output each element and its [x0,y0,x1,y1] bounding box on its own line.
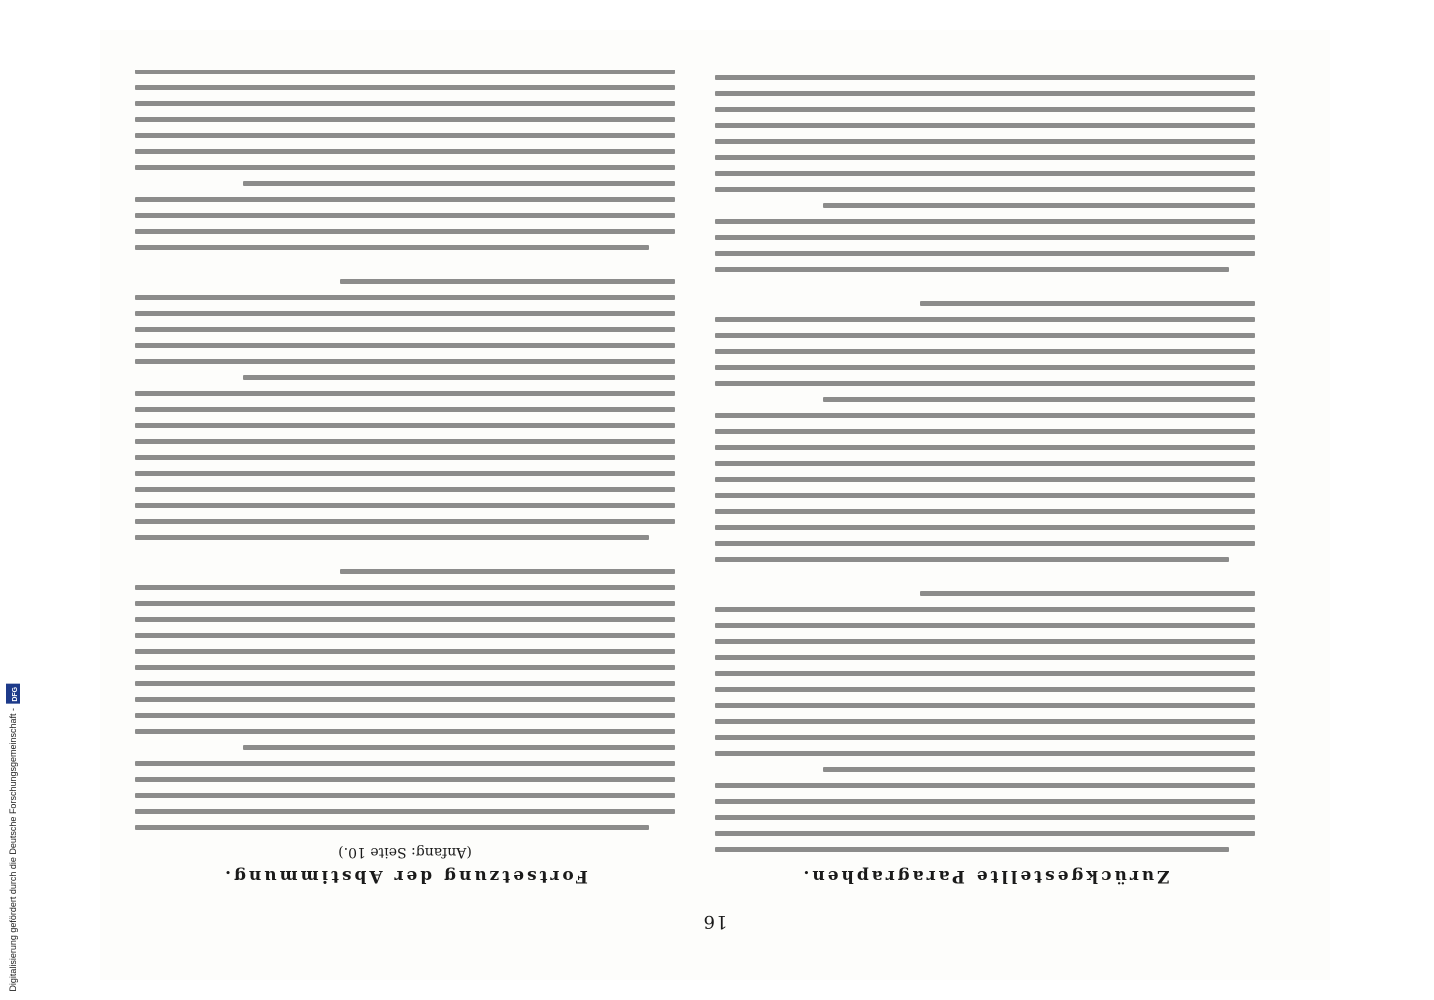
right-column-heading: Fortsetzung der Abstimmung. [222,866,588,886]
text-line [135,455,675,460]
text-line [715,831,1255,836]
text-line [135,681,675,686]
text-line [135,585,675,590]
text-line [715,171,1255,176]
text-line [715,107,1255,112]
text-line [715,541,1255,546]
text-line [135,503,675,508]
paragraph-gap [715,562,1255,580]
text-line [715,493,1255,498]
text-line [340,569,675,574]
text-line [135,793,675,798]
paragraph-gap [135,540,675,558]
paragraph-gap [715,272,1255,290]
text-line [715,365,1255,370]
text-line [715,429,1255,434]
text-line [715,251,1255,256]
text-line [135,101,675,106]
text-line [135,165,675,170]
text-line [135,697,675,702]
text-line [715,445,1255,450]
document-page [100,30,1330,980]
text-line [715,703,1255,708]
text-line [135,633,675,638]
text-line [715,671,1255,676]
text-line [715,235,1255,240]
right-column [135,70,675,890]
text-line [715,783,1255,788]
text-line [135,713,675,718]
page-number: 16 [702,911,728,932]
text-line [135,471,675,476]
text-line [715,381,1255,386]
text-line [135,229,675,234]
text-line [135,407,675,412]
right-column-text [135,70,675,830]
text-line [823,203,1255,208]
text-line [135,617,675,622]
left-column [715,70,1255,890]
text-line [715,155,1255,160]
text-line [135,601,675,606]
text-line [715,139,1255,144]
text-line [135,729,675,734]
text-line [135,665,675,670]
text-line [135,197,675,202]
text-line [135,213,675,218]
digitization-credit [6,684,20,992]
text-line [135,809,675,814]
text-line [135,535,649,540]
text-line [715,461,1255,466]
text-line [135,777,675,782]
text-line [135,85,675,90]
text-line [823,397,1255,402]
text-line [135,487,675,492]
credit-text: Digitalisierung gefördert durch die Deutsche Forschungsgemeinschaft - [8,708,18,992]
text-line [920,301,1255,306]
text-line [135,343,675,348]
text-line [715,815,1255,820]
text-line [715,349,1255,354]
text-line [715,557,1229,562]
text-line [715,91,1255,96]
text-line [715,333,1255,338]
text-line [715,799,1255,804]
text-line [715,639,1255,644]
text-line [715,413,1255,418]
text-line [135,245,649,250]
text-line [135,117,675,122]
text-line [135,519,675,524]
text-line [340,279,675,284]
text-line [715,623,1255,628]
text-line [715,687,1255,692]
text-line [135,295,675,300]
text-line [135,439,675,444]
text-line [135,825,649,830]
text-line [715,751,1255,756]
text-line [715,655,1255,660]
text-line [135,311,675,316]
text-line [243,181,675,186]
text-line [823,767,1255,772]
text-line [715,187,1255,192]
text-line [135,761,675,766]
text-line [715,719,1255,724]
text-line [135,133,675,138]
text-line [135,359,675,364]
text-line [135,391,675,396]
text-line [715,509,1255,514]
text-line [243,375,675,380]
paragraph-gap [135,250,675,268]
text-line [715,267,1229,272]
text-line [715,525,1255,530]
text-line [135,327,675,332]
right-column-subheading: (Anfang: Seite 10.) [338,844,472,860]
text-line [135,649,675,654]
text-line [715,75,1255,80]
left-column-heading: Zurückgestellte Paragraphen. [800,866,1170,886]
text-line [135,423,675,428]
text-line [715,219,1255,224]
text-line [715,317,1255,322]
text-line [715,847,1229,852]
text-line [715,607,1255,612]
text-line [920,591,1255,596]
text-line [715,123,1255,128]
text-line [243,745,675,750]
text-line [715,477,1255,482]
dfg-logo-icon: DFG [6,684,20,704]
left-column-text [715,70,1255,852]
text-line [135,149,675,154]
text-line [715,735,1255,740]
text-line [135,70,675,74]
